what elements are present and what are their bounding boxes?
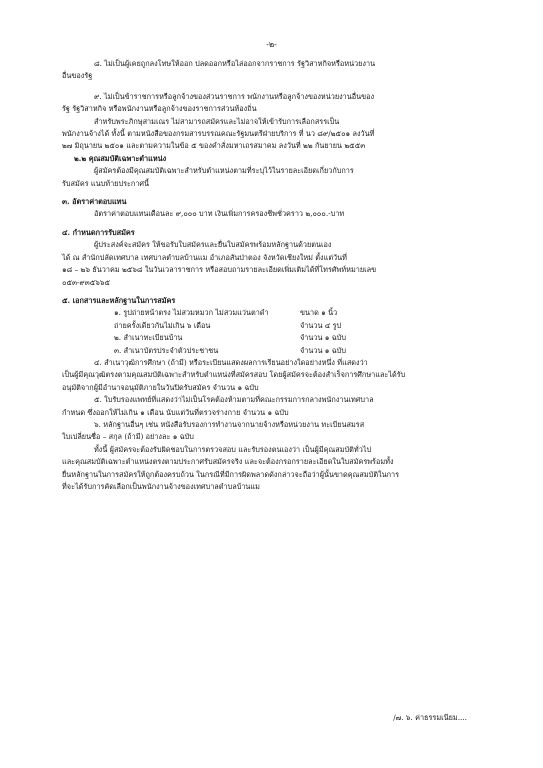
page-number: -๒-: [266, 40, 277, 49]
monk-note-line-1: สำหรับพระภิกษุสามเณร ไม่สามารถสมัครและไม่อาจให้เข้ารับการเลือกสรรเป็น: [94, 116, 340, 126]
section-3-heading: ๓. อัตราค่าตอบแทน: [62, 197, 127, 207]
section-5-heading: ๕. เอกสารและหลักฐานในการสมัคร: [62, 295, 176, 305]
closing-line-3: ยื่นหลักฐานในการสมัครให้ถูกต้องครบถ้วน ในกรณีที่มีการผิดพลาดดังกล่าวจะถือว่าผู้นั้นขาดคุณสมบัติในการ: [62, 469, 400, 479]
doc-item-1-label: ๑. รูปถ่ายหน้าตรง ไม่สวมหมวก ไม่สวมแว่นตาดำ: [114, 308, 269, 318]
doc-item-2: [62, 332, 494, 344]
section-4-line-4: ๐๕๓-๙๓๕๖๖๕: [62, 277, 111, 287]
doc-item-1: [62, 307, 494, 319]
section-2-2-heading: ๒.๒ คุณสมบัติเฉพาะตำแหน่ง: [74, 153, 167, 163]
doc-item-1-size: ขนาด ๑ นิ้ว: [300, 308, 338, 318]
closing-line-2: และคุณสมบัติเฉพาะตำแหน่งตรงตามประกาศรับสมัครจริง และจะต้องกรอกรายละเอียดในใบสมัครพร้อมทั้ง: [62, 457, 394, 467]
doc-item-3-qty: จำนวน ๑ ฉบับ: [300, 345, 346, 355]
section-4-line-2: ได้ ณ สำนักปลัดเทศบาล เทศบาลตำบลบ้านแม อำเภอสันป่าตอง จังหวัดเชียงใหม่ ตั้งแต่วันที่: [62, 252, 347, 262]
closing-line-4: ที่จะได้รับการคัดเลือกเป็นพนักงานจ้างของเทศบาลตำบลบ้านแม: [62, 482, 260, 491]
doc-item-5-line-1: ๕. ใบรับรองแพทย์ที่แสดงว่าไม่เป็นโรคต้องห้ามตามที่คณะกรรมการกลางพนักงานเทศบาล: [94, 395, 374, 405]
doc-item-5-line-2: กำหนด ซึ่งออกให้ไม่เกิน ๑ เดือน นับแต่วันที่ตรวจร่างกาย จำนวน ๑ ฉบับ: [62, 407, 289, 417]
section-4-heading: ๔. กำหนดการรับสมัคร: [62, 227, 135, 237]
doc-item-2-label: ๒. สำเนาทะเบียนบ้าน: [114, 333, 183, 343]
clause-8-line-1: ๘. ไม่เป็นผู้เคยถูกลงโทษให้ออก ปลดออกหรือไล่ออกจากราชการ รัฐวิสาหกิจหรือหน่วยงาน: [94, 59, 376, 68]
doc-item-1-note: ถ่ายครั้งเดียวกันไม่เกิน ๖ เดือน: [114, 320, 211, 330]
clause-8-line-2: อื่นของรัฐ: [62, 71, 93, 81]
closing-line-1: ทั้งนี้ ผู้สมัครจะต้องรับผิดชอบในการตรวจสอบ และรับรองตนเองว่า เป็นผู้มีคุณสมบัติทั่วไป: [94, 444, 372, 454]
section-2-2-line-2: รับสมัคร แนบท้ายประกาศนี้: [62, 178, 150, 188]
doc-item-3-label: ๓. สำเนาบัตรประจำตัวประชาชน: [114, 345, 219, 355]
doc-item-6-line-1: ๖. หลักฐานอื่นๆ เช่น หนังสือรับรองการทำงานจากนายจ้างหรือหน่วยงาน ทะเบียนสมรส: [94, 419, 365, 429]
doc-item-6-line-2: ใบเปลี่ยนชื่อ – สกุล (ถ้ามี) อย่างละ ๑ ฉบับ: [62, 432, 194, 442]
section-4-line-1: ผู้ประสงค์จะสมัคร ให้ขอรับใบสมัครและยื่นใบสมัครพร้อมหลักฐานด้วยตนเอง: [94, 240, 332, 250]
doc-item-4-line-1: ๔. สำเนาวุฒิการศึกษา (ถ้ามี) หรือระเบียนแสดงผลการเรียนอย่างใดอย่างหนึ่ง ที่แสดงว่า: [94, 357, 368, 367]
clause-9-line-2: รัฐ รัฐวิสาหกิจ หรือพนักงานหรือลูกจ้างของราชการส่วนท้องถิ่น: [62, 104, 257, 114]
doc-item-4-line-2: เป็นผู้มีคุณวุฒิตรงตามคุณสมบัติเฉพาะสำหรับตำแหน่งที่สมัครสอบ โดยผู้สมัครจะต้องสำเร็จการศึกษาและได้รับ: [62, 370, 406, 380]
monk-note-line-3: ๒๗ มิถุนายน ๒๕๐๑ และตามความในข้อ ๕ ของคำสั่งมหาเถรสมาคม ลงวันที่ ๒๒ กันยายน ๒๕๕๓: [62, 141, 366, 151]
doc-item-3: [62, 345, 494, 357]
doc-item-2-qty: จำนวน ๑ ฉบับ: [300, 333, 346, 343]
monk-note-line-2: พนักงานจ้างได้ ทั้งนี้ ตามหนังสือของกรมสารบรรณคณะรัฐมนตรีฝ่ายบริการ ที่ นว ๘๙/๒๕๐๑ ลงวันที่: [62, 129, 375, 139]
doc-item-4-line-3: อนุมัติจากผู้มีอำนาจอนุมัติภายในวันปิดรับสมัคร จำนวน ๑ ฉบับ: [62, 382, 259, 392]
section-3-line-1: อัตราค่าตอบแทนเดือนละ ๙,๐๐๐ บาท เงินเพิ่มการครองชีพชั่วคราว ๒,๐๐๐.-บาท: [94, 209, 345, 219]
section-2-2-line-1: ผู้สมัครต้องมีคุณสมบัติเฉพาะสำหรับตำแหน่งตามที่ระบุไว้ในรายละเอียดเกี่ยวกับการ: [94, 166, 354, 176]
doc-item-1-extra: [62, 320, 494, 332]
document-body: [62, 58, 494, 493]
doc-item-1-qty: จำนวน ๔ รูป: [300, 320, 342, 330]
section-4-line-3: ๑๘ – ๒๖ ธันวาคม ๒๕๖๘ ในวันเวลาราชการ หรือสอบถามรายละเอียดเพิ่มเติมได้ที่โทรศัพท์หมายเลข: [62, 265, 377, 275]
continuation-note: /๗. ๖. ค่าธรรมเนียม....: [393, 713, 467, 722]
clause-9-line-1: ๙. ไม่เป็นข้าราชการหรือลูกจ้างของส่วนราชการ พนักงานหรือลูกจ้างของหน่วยงานอื่นของ: [94, 91, 375, 101]
